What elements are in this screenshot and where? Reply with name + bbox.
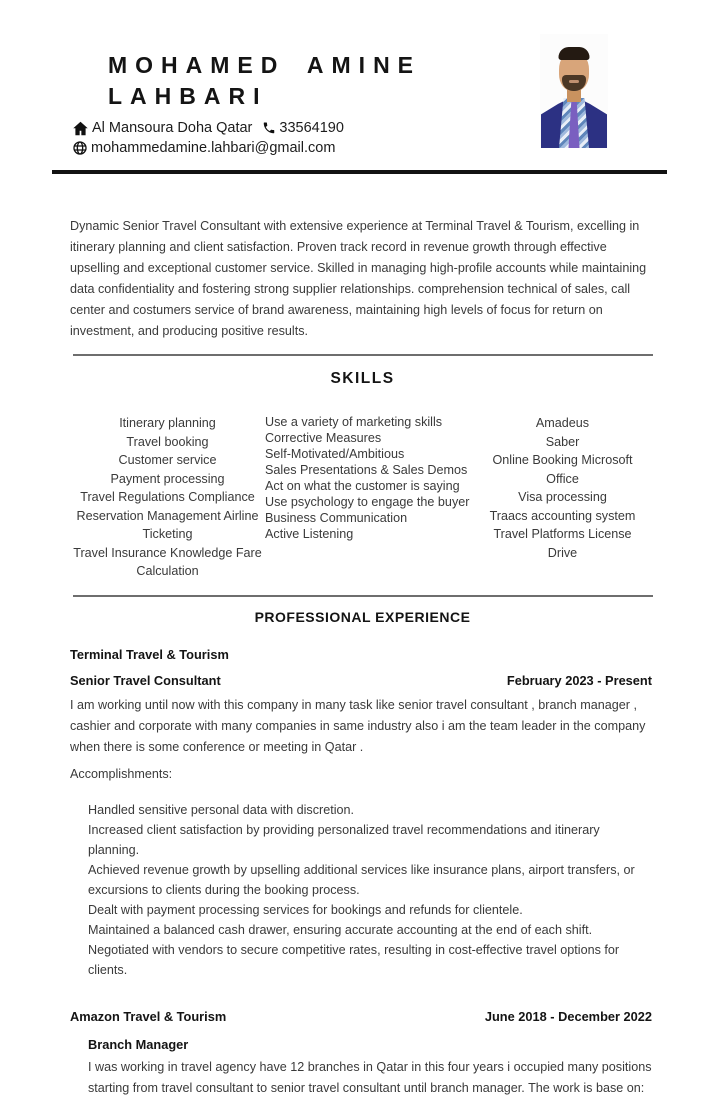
skill-item: Travel Insurance Knowledge Fare Calculation xyxy=(73,545,262,578)
house-icon xyxy=(72,120,89,137)
photo-hair xyxy=(559,47,590,60)
skills-columns xyxy=(70,414,655,581)
contact-phone-group xyxy=(262,118,344,138)
job-amazon-travel xyxy=(70,1009,652,1099)
summary-paragraph: Dynamic Senior Travel Consultant with extensive experience at Terminal Travel & Tourism, excelling in itinerary planning and client satisfaction. Proven track record in revenue growth through effective upselling and exceptional customer service. Skilled in managing high-profile accounts while maintaining data confidentiality and fostering strong supplier relationships. comprehension technical of sales, call center and costumers service of brand awareness, maintaining high levels of focus for return on investment, and producing positive results. xyxy=(70,219,647,338)
job-title-line xyxy=(70,1037,652,1052)
contact-email: mohammedamine.lahbari@gmail.com xyxy=(91,140,336,156)
skill-item: Sales Presentations & Sales Demos xyxy=(265,463,468,477)
skills-column-1 xyxy=(70,414,265,581)
job-terminal-travel xyxy=(70,647,652,980)
skill-item: Use psychology to engage the buyer xyxy=(265,495,470,509)
job-company: Terminal Travel & Tourism xyxy=(70,646,229,662)
accomplishment-item: Maintained a balanced cash drawer, ensuring accurate accounting at the end of each shift. Negotiated with vendors to secure competitive rates, resulting in cost-effective travel options for clients. xyxy=(88,922,620,977)
accomplishments-label: Accomplishments: xyxy=(70,766,173,781)
skill-item: Active Listening xyxy=(265,527,354,541)
phone-icon xyxy=(262,121,276,135)
skills-column-2 xyxy=(265,414,470,581)
skill-item: Act on what the customer is saying xyxy=(265,479,460,493)
photo-mouth xyxy=(569,80,579,83)
header-divider xyxy=(52,170,667,174)
skill-item: Reservation Management Airline Ticketing xyxy=(76,508,259,541)
skill-item: Online Booking Microsoft Office xyxy=(492,453,633,486)
accomplishment-item: Dealt with payment processing services for bookings and refunds for clientele. xyxy=(88,902,523,917)
skills-column-3 xyxy=(470,414,655,581)
job-company-row xyxy=(70,1009,652,1024)
person-name-line2: LAHBARI xyxy=(108,83,268,109)
job-description: I was working in travel agency have 12 branches in Qatar in this four years i occupied many positions starting from travel consultant to senior travel consultant until branch manager. The work is base on: xyxy=(88,1059,652,1095)
globe-icon xyxy=(72,140,88,156)
skill-item: Corrective Measures xyxy=(265,431,382,445)
job-dates: February 2023 - Present xyxy=(506,672,652,688)
skill-item: Customer service xyxy=(118,453,217,467)
skill-item: Saber xyxy=(545,434,580,449)
person-name-line1: MOHAMED AMINE xyxy=(108,52,422,78)
job-title-row xyxy=(70,673,652,688)
job-title: Branch Manager xyxy=(88,1036,189,1052)
skill-item: Travel Regulations Compliance xyxy=(80,490,255,504)
accomplishments-list xyxy=(70,800,652,980)
experience-divider xyxy=(73,595,653,597)
person-name xyxy=(108,50,725,112)
contact-line-address-phone xyxy=(72,118,725,138)
skill-item: Use a variety of marketing skills xyxy=(265,415,443,429)
portrait-photo xyxy=(540,34,608,148)
accomplishment-item: Handled sensitive personal data with discretion. xyxy=(88,802,355,817)
skill-item: Business Communication xyxy=(265,511,408,525)
contact-info xyxy=(72,118,725,158)
header xyxy=(0,0,725,174)
accomplishment-item: Achieved revenue growth by upselling additional services like insurance plans, airport transfers, or excursions to clients during the booking process. xyxy=(88,862,635,897)
accomplishment-item: Increased client satisfaction by providing personalized travel recommendations and itinerary planning. xyxy=(88,822,600,857)
skill-item: Self-Motivated/Ambitious xyxy=(265,447,405,461)
skill-item: Visa processing xyxy=(518,490,607,504)
skill-item: Traacs accounting system xyxy=(489,508,636,523)
skill-item: Payment processing xyxy=(110,471,225,486)
job-company: Amazon Travel & Tourism xyxy=(70,1008,227,1024)
experience-heading: PROFESSIONAL EXPERIENCE xyxy=(254,608,471,625)
skills-divider xyxy=(73,354,653,356)
skill-item: Amadeus xyxy=(535,416,590,430)
job-dates: June 2018 - December 2022 xyxy=(484,1008,652,1024)
skills-column-3-inner xyxy=(478,414,648,562)
skill-item: Travel Platforms License Drive xyxy=(493,527,632,560)
skills-heading: SKILLS xyxy=(330,370,395,387)
contact-address: Al Mansoura Doha Qatar xyxy=(92,120,253,136)
job-description: I am working until now with this company in many task like senior travel consultant , branch manager , cashier and corporate with many companies in same industry also i am the team leader in the company when there is some conference or meeting in Qatar . xyxy=(70,697,646,754)
job-title: Senior Travel Consultant xyxy=(70,672,221,688)
skill-item: Itinerary planning xyxy=(119,416,216,430)
contact-line-email xyxy=(72,138,725,158)
contact-phone: 33564190 xyxy=(279,120,344,136)
skill-item: Travel booking xyxy=(126,434,209,449)
